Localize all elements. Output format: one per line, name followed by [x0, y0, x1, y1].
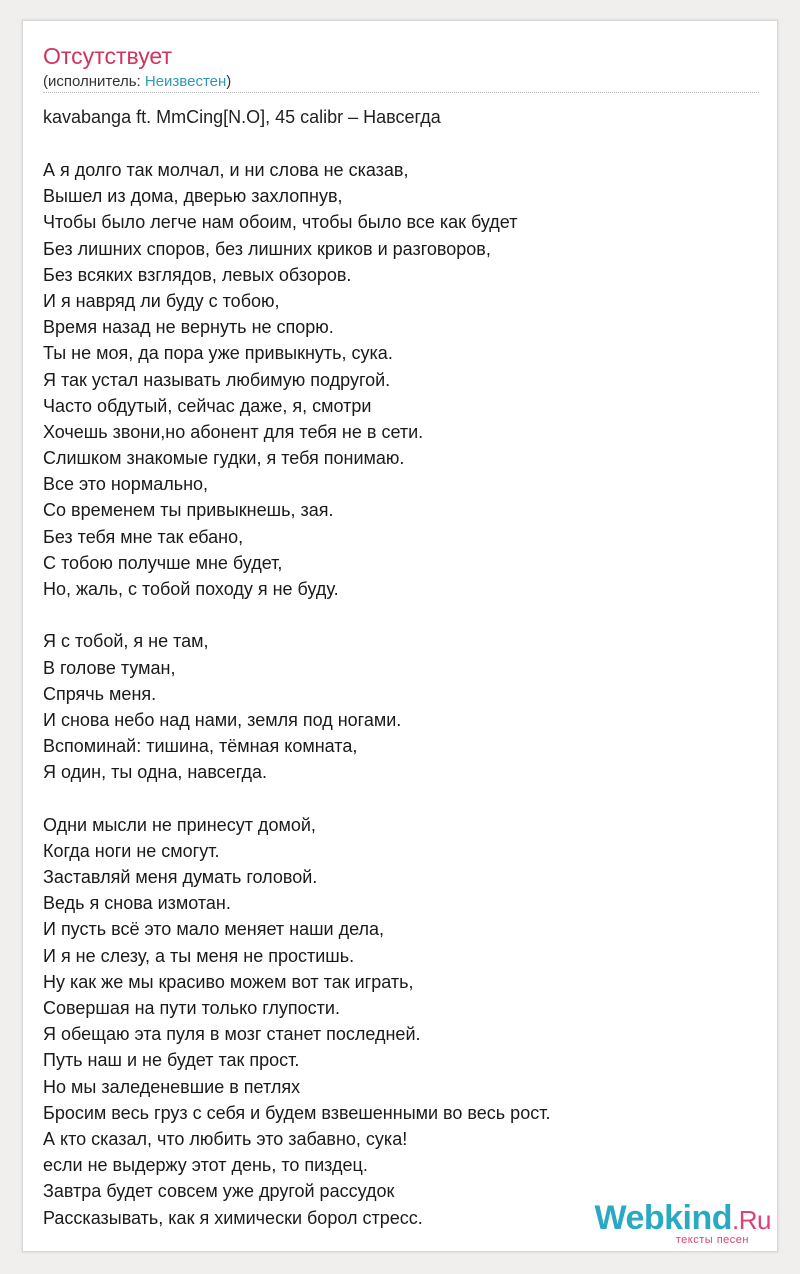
artist-suffix: ) — [226, 73, 232, 90]
lyric-line: Без всяких взглядов, левых обзоров. — [43, 264, 352, 285]
lyric-line: Спрячь меня. — [43, 683, 157, 704]
lyric-line: Хочешь звони,но абонент для тебя не в сети. — [43, 421, 424, 442]
lyric-line: В голове туман, — [43, 657, 176, 678]
logo-tagline: тексты песен — [675, 1234, 749, 1246]
lyric-line: Без тебя мне так ебано, — [43, 526, 244, 547]
lyric-line: И пусть всё это мало меняет наши дела, — [43, 919, 385, 940]
lyric-line: Ведь я снова измотан. — [43, 893, 231, 914]
lyric-line: Все это нормально, — [43, 474, 209, 495]
lyric-line: Но мы заледеневшие в петлях — [43, 1076, 301, 1097]
lyric-line: И я не слезу, а ты меня не простишь. — [43, 945, 355, 966]
lyric-line: Чтобы было легче нам обоим, чтобы было все как будет — [43, 212, 518, 233]
artist-link[interactable]: Неизвестен — [144, 73, 227, 90]
header-divider — [43, 92, 759, 93]
song-subtitle: kavabanga ft. MmCing[N.O], 45 calibr – Навсегда — [43, 107, 441, 127]
lyric-line: Бросим весь груз с себя и будем взвешенными во весь рост. — [43, 1102, 551, 1123]
song-title: Отсутствует — [43, 43, 172, 69]
lyric-line: Путь наш и не будет так прост. — [43, 1050, 300, 1071]
lyric-line: А я долго так молчал, и ни слова не сказав, — [43, 160, 409, 180]
lyric-line: Слишком знакомые гудки, я тебя понимаю. — [43, 448, 405, 469]
lyric-line: Завтра будет совсем уже другой рассудок — [43, 1181, 395, 1202]
lyric-line: Со временем ты привыкнешь, зая. — [43, 500, 334, 521]
lyric-line: Я так устал называть любимую подругой. — [43, 369, 391, 390]
lyric-line: Без лишних споров, без лишних криков и разговоров, — [43, 238, 491, 259]
lyrics-body — [43, 157, 759, 1231]
lyric-line: Одни мысли не принесут домой, — [43, 814, 316, 835]
site-logo[interactable] — [571, 1201, 771, 1247]
lyric-line: Заставляй меня думать головой. — [43, 867, 318, 888]
song-header — [43, 41, 759, 92]
logo-wordmark — [571, 1201, 771, 1237]
lyric-line: Совершая на пути только глупости. — [43, 998, 340, 1018]
artist-prefix: (исполнитель: — [43, 73, 145, 90]
lyric-line: Я один, ты одна, навсегда. — [43, 762, 267, 783]
stanza-gap — [43, 602, 759, 628]
lyric-line: Ну как же мы красиво можем вот так играть, — [43, 971, 414, 992]
lyric-line: Я обещаю эта пуля в мозг станет последней. — [43, 1024, 421, 1045]
lyric-line: С тобою получше мне будет, — [43, 552, 283, 573]
lyric-line: Ты не моя, да пора уже привыкнуть, сука. — [43, 343, 393, 364]
lyric-line: А кто сказал, что любить это забавно, сука! — [43, 1128, 408, 1149]
lyric-line: Вышел из дома, дверью захлопнув, — [43, 186, 343, 207]
artist-line — [43, 72, 759, 92]
logo-main-text: Webkind — [594, 1199, 733, 1237]
lyric-line: И снова небо над нами, земля под ногами. — [43, 709, 402, 730]
lyric-line: Вспоминай: тишина, тёмная комната, — [43, 736, 358, 757]
lyric-line: И я навряд ли буду с тобою, — [43, 290, 280, 311]
stanza-gap — [43, 786, 759, 812]
lyric-line: Время назад не вернуть не спорю. — [43, 317, 334, 338]
lyric-line: если не выдержу этот день, то пиздец. — [43, 1155, 368, 1176]
lyric-line: Когда ноги не смогут. — [43, 840, 220, 861]
logo-domain-text: .Ru — [732, 1205, 771, 1235]
lyric-line: Я с тобой, я не там, — [43, 631, 209, 652]
lyric-line: Рассказывать, как я химически борол стресс. — [43, 1207, 423, 1228]
lyric-line: Но, жаль, с тобой походу я не буду. — [43, 579, 339, 599]
lyric-line: Часто обдутый, сейчас даже, я, смотри — [43, 395, 372, 416]
lyrics-card — [22, 20, 778, 1252]
